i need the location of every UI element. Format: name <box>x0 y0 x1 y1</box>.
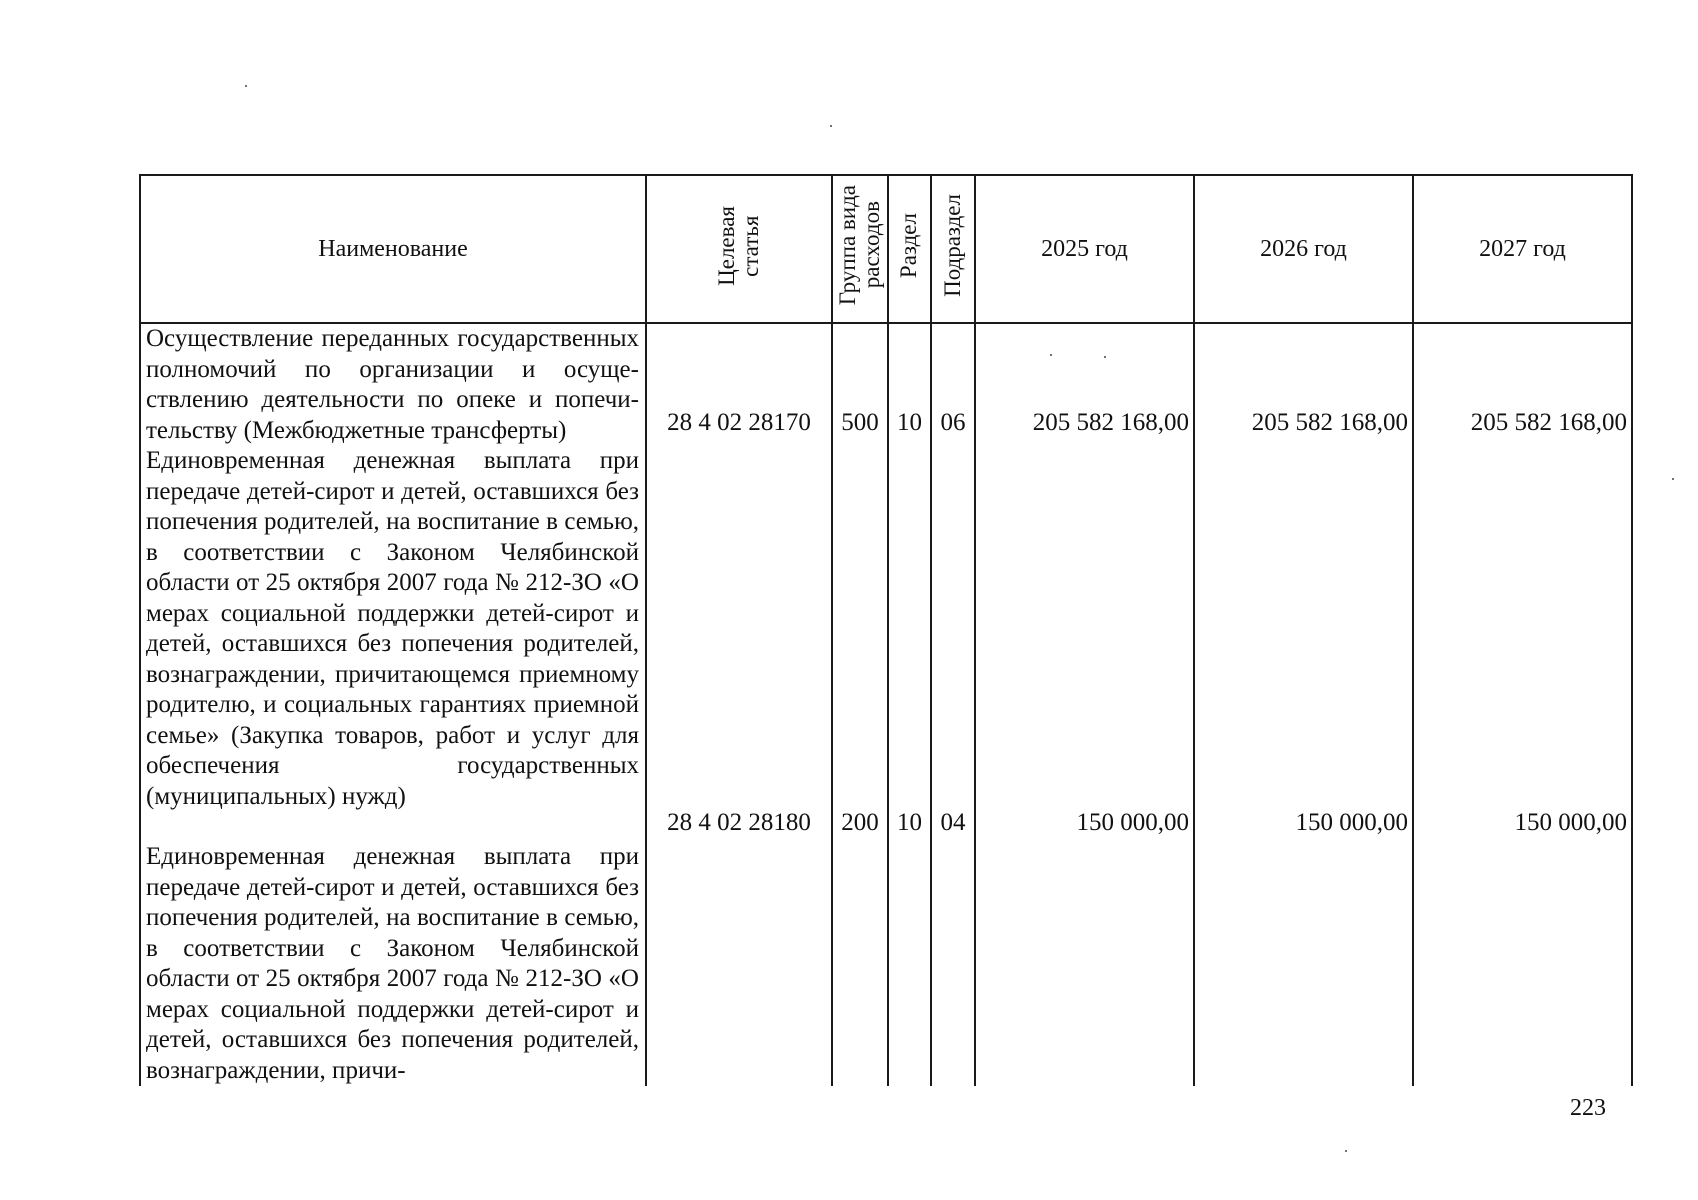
row-subsection: 04 <box>931 446 975 842</box>
row-year-2025 <box>975 842 1194 1086</box>
header-section-label: Раздел <box>896 212 922 279</box>
header-subsection-label: Подраздел <box>939 194 965 297</box>
table-row <box>140 323 1632 446</box>
scan-speck <box>830 125 832 127</box>
row-expense-group <box>832 842 888 1086</box>
row-subsection <box>931 842 975 1086</box>
row-year-2027: 150 000,00 <box>1413 446 1632 842</box>
header-name: Наименование <box>140 175 646 323</box>
page-number: 223 <box>1570 1095 1606 1121</box>
row-year-2026 <box>1194 842 1413 1086</box>
row-year-2025: 150 000,00 <box>975 446 1194 842</box>
header-expense-group <box>832 175 888 323</box>
row-year-2026: 205 582 168,00 <box>1194 323 1413 446</box>
row-name: Единовременная денежная выплата при передаче детей-сирот и детей, оставшихся без попечения родителей, на воспитание в семью, в соответствии с Законом Челябинской области от 25 октября 2007 года № 212-ЗО «О мерах социальной поддержки детей-сирот и детей, оставшихся без попечения родителей, вознаграждении, причи- <box>140 842 646 1086</box>
header-target-article-label: Целевая статья <box>713 205 763 286</box>
row-target-article: 28 4 02 28180 <box>646 446 832 842</box>
scan-speck <box>1345 1150 1347 1152</box>
row-name: Единовременная денежная выплата при передаче детей-сирот и детей, оставшихся без попечения родителей, на воспитание в семью, в соответствии с Законом Челябинской области от 25 октября 2007 года № 212-ЗО «О мерах социальной поддержки детей-сирот и детей, оставшихся без попечения родителей, вознаграждении, причитающемся приемному родителю, и социальных гарантиях приемной семье» (Закупка товаров, работ и услуг для обеспечения государственных (муниципальных) нужд) <box>140 446 646 842</box>
header-subsection <box>931 175 975 323</box>
row-target-article <box>646 842 832 1086</box>
header-target-article <box>646 175 832 323</box>
header-expense-group-label: Группа вида расходов <box>834 185 884 306</box>
row-expense-group: 500 <box>832 323 888 446</box>
table-row <box>140 446 1632 842</box>
row-year-2027: 205 582 168,00 <box>1413 323 1632 446</box>
row-name: Осуществление переданных государственных полномочий по организации и осуществлению деятельности по опеке и попечительству (Межбюджетные трансферты) <box>140 323 646 446</box>
table-row <box>140 842 1632 1086</box>
header-year-2026: 2026 год <box>1194 175 1413 323</box>
scan-speck <box>245 85 247 87</box>
row-section: 10 <box>888 446 931 842</box>
row-year-2026: 150 000,00 <box>1194 446 1413 842</box>
scan-speck <box>1050 354 1052 356</box>
scan-speck <box>1104 356 1106 358</box>
row-expense-group: 200 <box>832 446 888 842</box>
budget-table <box>139 174 1633 1086</box>
header-year-2027: 2027 год <box>1413 175 1632 323</box>
row-year-2027 <box>1413 842 1632 1086</box>
row-year-2025: 205 582 168,00 <box>975 323 1194 446</box>
header-section <box>888 175 931 323</box>
row-target-article: 28 4 02 28170 <box>646 323 832 446</box>
scan-speck <box>1672 478 1674 480</box>
table-header-row <box>140 175 1632 323</box>
row-subsection: 06 <box>931 323 975 446</box>
row-section: 10 <box>888 323 931 446</box>
header-year-2025: 2025 год <box>975 175 1194 323</box>
row-section <box>888 842 931 1086</box>
